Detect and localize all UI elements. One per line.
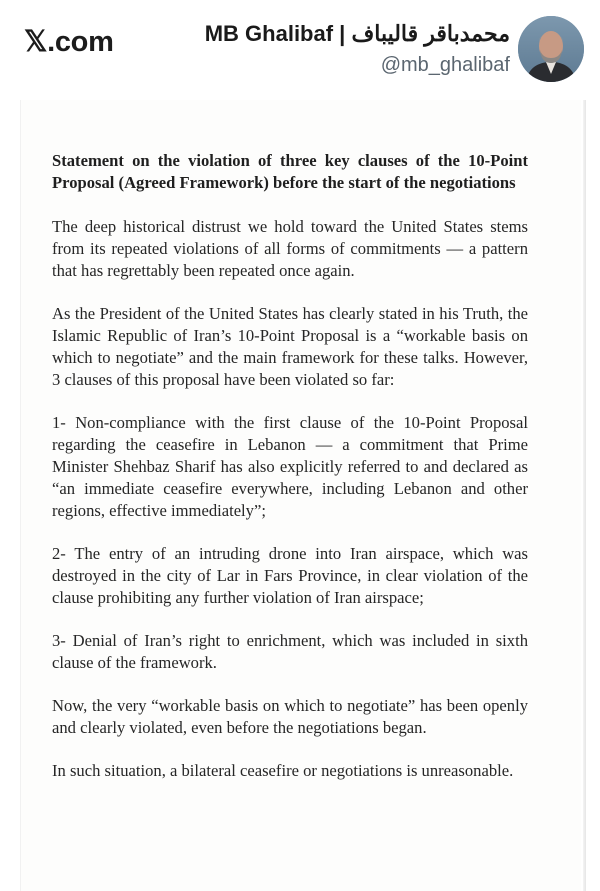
statement-paragraph: Now, the very “workable basis on which to negotiate” has been openly and clearly violated, even before the negotiations began. bbox=[52, 696, 528, 737]
statement-paragraph: 2- The entry of an intruding drone into Iran airspace, which was destroyed in the city of Lar in Fars Province, in clear violation of the clause prohibiting any further violation of Iran airspace; bbox=[52, 544, 528, 607]
statement-paragraph: 1- Non-compliance with the first clause of the 10-Point Proposal regarding the ceasefire in Lebanon — a commitment that Prime Minister Shehbaz Sharif has also explicitly referred to and declared as “an immediate ceasefire everywhere, including Lebanon and other regions, effective immediately”; bbox=[52, 413, 528, 520]
statement-paragraph: In such situation, a bilateral ceasefire or negotiations is unreasonable. bbox=[52, 761, 514, 780]
statement-paragraph: The deep historical distrust we hold toward the United States stems from its repeated violations of all forms of commitments — a pattern that has regrettably been repeated once again. bbox=[52, 217, 528, 280]
document-edge bbox=[583, 100, 586, 891]
x-logo-brand[interactable]: 𝕏.com bbox=[24, 26, 114, 58]
avatar-portrait-icon bbox=[518, 16, 584, 82]
author-handle[interactable]: @mb_ghalibaf bbox=[380, 54, 510, 76]
author-identity[interactable] bbox=[205, 20, 510, 78]
statement-paragraph: As the President of the United States has clearly stated in his Truth, the Islamic Republic of Iran’s 10-Point Proposal is a “workable basis on which to negotiate” and the main framework for these talks. However, 3 clauses of this proposal have been violated so far: bbox=[52, 304, 528, 389]
statement-paragraph: 3- Denial of Iran’s right to enrichment, which was included in sixth clause of the framework. bbox=[52, 631, 528, 672]
statement-content bbox=[52, 150, 528, 803]
author-display-name[interactable]: MB Ghalibaf | محمدباقر قالیباف bbox=[204, 21, 510, 46]
avatar[interactable] bbox=[518, 16, 584, 82]
post-header bbox=[0, 0, 600, 96]
statement-title: Statement on the violation of three key clauses of the 10-Point Proposal (Agreed Framework) before the start of the negotiations bbox=[52, 151, 528, 192]
